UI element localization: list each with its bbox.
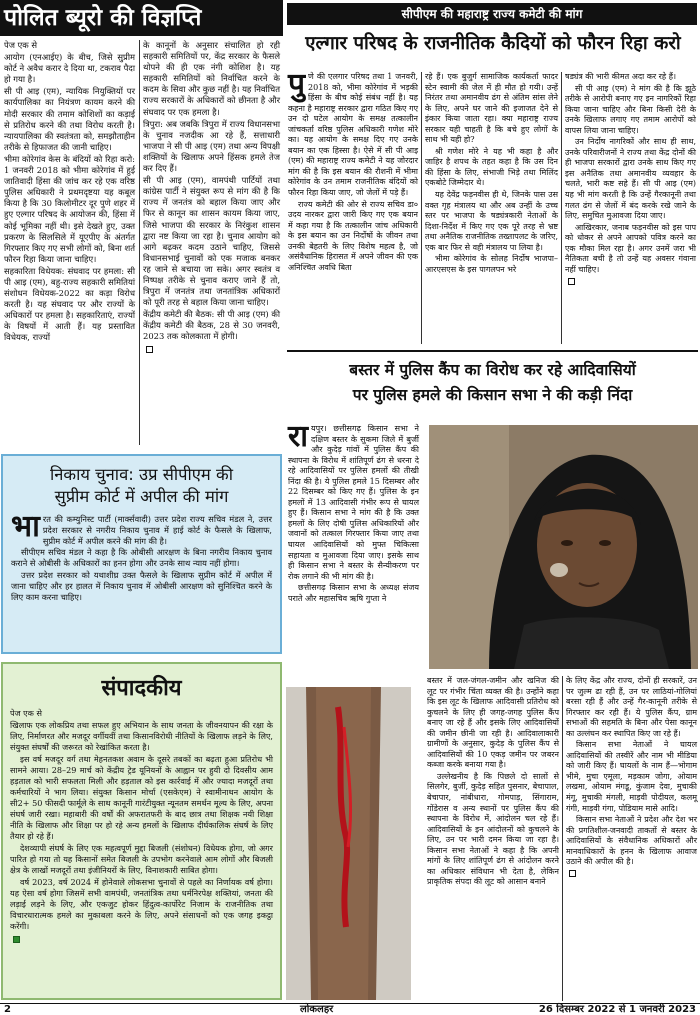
paragraph: बस्तर में जल-जंगल-जमीन और खनिज की लूट पर गंभीर चिंता व्यक्त की है। उन्होंने कहा कि इस लूट के खिलाफ आदिवासी प्रतिरोध को कुचलने के लिए ही जगह-जगह पुलिस कैंप बनाए जा रहे हैं और इसके लिए आदिवासियों की जमीन छीनी जा रही है। आदिवालाकारी ग्रामीणों के अनुसार, कुदेड़ के पुलिस कैंप से आदिवासियों की 10 एकड़ जमीन पर जबरन कब्जा करके बनाया गया है। xyxy=(427,676,559,770)
column-divider xyxy=(561,72,562,344)
politburo-col-1 xyxy=(4,40,135,345)
editorial-box xyxy=(1,662,282,1000)
paragraph: यह देवेंद्र फड़नवीस ही थे, जिनके पास उस वक्त गृह मंत्रालय था और अब उन्हीं के उच्च स्तर पर भाजपा के षड्यंत्रकारी नेताओं के दिशा-निर्देश में किए गए एक पूरे तरह से भ्रष्ट तथा अनैतिक राजनीतिक तख्तापलट के जरिए, एक बार फिर से वही मंत्रालय पा लिया है। xyxy=(425,190,558,252)
paragraph: सी पी आइ (एम) ने मांग की है कि झूठे तरीके से आरोपी बनाए गए इन नागरिकों रिहा किया जाना चाहिए और बिना किसी देरी के उनके खिलाफ लगाए गए तमाम आरोपों को वापस लिया जाना चाहिए। xyxy=(565,83,696,135)
nikay-title: निकाय चुनाव: उप्र सीपीएम की सुप्रीम कोर्ट में अपील की मांग xyxy=(49,465,233,506)
column-divider xyxy=(562,676,563,1001)
paragraph: सीपीएम सचिव मंडल ने कहा है कि ओबीसी आरक्षण के बिना नगरीय निकाय चुनाव कराने से ओबीसी के अधिकारों का हनन होगा और उनके साथ न्याय नहीं होगा। xyxy=(11,547,272,569)
injured-woman-illustration xyxy=(429,425,698,669)
paragraph: के कानूनों के अनुसार संचालित हो रही सहकारी समितियों पर, केंद्र सरकार के फैसले थोपने की ही एक नंगी कोशिश है। यह सहकारी समितियों को निर्वाचित करने के कदम के सिवा और कुछ नहीं है। यह निर्वाचित राज्य सरकारों के अधिकारों को छीनता है और संघवाद पर एक हमला है। xyxy=(143,40,280,117)
bastar-col-c xyxy=(566,676,697,879)
bastar-title: बस्तर में पुलिस कैंप का विरोध कर रहे आदिवासियों पर पुलिस हमले की किसान सभा ने की कड़ी निंदा xyxy=(349,361,636,404)
end-mark-icon xyxy=(569,870,576,877)
column-divider xyxy=(139,40,140,445)
paragraph: त्रिपुरा: अब जबकि त्रिपुरा में राज्य विधानसभा के चुनाव नजदीक आ रहे हैं, सत्ताधारी भाजपा ने सी पी आइ (एम) तथा अन्य विपक्षी शक्तियों के खिलाफ अपने हिंसक हमले तेज कर दिए हैं। xyxy=(143,118,280,174)
paper-name: लोकलहर xyxy=(300,1004,334,1015)
nikay-dropcap: भा xyxy=(11,509,40,544)
end-mark-icon xyxy=(568,278,575,285)
bastar-dropcap: रा xyxy=(288,419,309,454)
paragraph: इस वर्ष मजदूर वर्ग तथा मेहनतकश अवाम के दूसरे तबकों का बढ़ता हुआ प्रतिरोध भी सामने आया। 28–29 मार्च को केंद्रीय ट्रेड यूनियनों के आह्वान पर हुयी दो दिवसीय आम हड़ताल को भारी सफलता मिली और हड़ताल को इस कार्रवाई में और ज्यादा मजदूरों तथा कर्मचारियों ने भाग लिया। संयुक्त किसान मोर्चा (एसकेएम) ने स्वामीनाथन आयोग के सी2+ 50 फीसदी फार्मूले के साथ कानूनी गारंटीयुक्त न्यूनतम समर्थन मूल्य के लिए, अपना संघर्ष जारी रखा। महाबारी की वर्षों की अफरातफरी के बाद छात्र तथा शिक्षक नयी शिक्षा नीति के खिलाफ और शिक्षा पर हो रहे अन्य हमलों के खिलाफ दीर्घकालिक संघर्ष के लिए तैयार हो रहे हैं। xyxy=(10,754,273,841)
paragraph: भीमा कोरेगांव के सोलह निर्दोष भाजपा–आरएसएस के इस पागलपन भरे xyxy=(425,254,558,274)
politburo-title: पोलित ब्यूरो की विज्ञप्ति xyxy=(4,4,202,31)
paragraph: पेज एक से xyxy=(10,708,42,718)
paragraph: षड्यंत्र की भारी कीमत अदा कर रहे हैं। xyxy=(565,72,676,81)
paragraph: खिलाफ एक लोकप्रिय तथा सफल हुए अभियान के साथ जनता के जीवनयापन की रक्षा के लिए, निर्माणरत और मजदूर वर्गीयवीं तथा किसानविरोधी नीतियों के खिलाफ लड़ने के लिए, संयुक्त संघर्षों की जरूरत को रेखांकित करता है। xyxy=(10,720,273,752)
paragraph: रहे हैं। एक बुजुर्ग सामाजिक कार्यकर्ता फादर स्टेन स्वामी की जेल में ही मौत हो गयी। उन्हें निरंतर तथा अमानवीय ढंग से अंतिम सांस लेने के लिए, अपने घर जाने की इजाजत देने से इंकार किया जाता रहा। क्या महाराष्ट्र राज्य सरकार यही चाहती है कि बचे हुए लोगों के साथ भी यही हो? xyxy=(425,72,558,145)
paragraph: उन निर्दोष नागरिकों और साथ ही साथ, उनके परिवारीजनों ने राज्य तथा केंद्र दोनों की ही भाजपा सरकारों द्वारा उनके साथ किए गए इस अनैतिक तथा अमानवीय व्यवहार के चलते, भारी कष्ट सहे हैं। सी पी आइ (एम) यह भी मांग करती है कि उन्हें गैरकानूनी तथा गलत ढंग से जेलों में बंद करके रखे जाने के लिए, समुचित मुआवजा दिया जाए। xyxy=(565,137,696,221)
paragraph: राज्य कमेटी की ओर से राज्य सचिव डा० उदय नारकर द्वारा जारी किए गए एक बयान में कहा गया है कि तत्कालीन जांच अधिकारी के इस बयान का उन निर्दोषों के जीवन तथा उनकी बेहतरी के लिए विशेष महत्व है, जो असंवैधानिक हिरासत में अपने जीवन की एक अनिश्चित अवधि बिता xyxy=(288,199,418,272)
paragraph: भीमा कोरेगांव केस के बंदियों को रिहा करो: 1 जनवरी 2018 को भीमा कोरेगांव में हुई जातिवादी हिंसा की जांच कर रहे एक वरिष्ठ पुलिस अधिकारी ने प्रथमदृष्टया यह कबूल किया है कि 30 किलोमीटर दूर पुणे शहर में हुए एल्गार परिषद के आयोजन की, हिंसा में कोई भूमिका नहीं थी। इसे देखते हुए, उक्त प्रकरण के सिलसिले में यूएपीए के अंतर्गत गिरफ्तार किए गए सभी लोगों को, बिना शर्त फौरन रिहा किया जाना चाहिए। xyxy=(4,153,135,264)
bastar-col-b xyxy=(427,676,559,889)
elgar-kicker: सीपीएम की महाराष्ट्र राज्य कमेटी की मांग xyxy=(401,7,583,21)
paragraph: के लिए केंद्र और राज्य, दोनों ही सरकारें, उन पर जुल्म ढा रही हैं, उन पर लाठियां-गोलियां बरसा रही हैं और उन्हें गैर-कानूनी तरीके से गिरफ्तार कर रही हैं। ये पुलिस कैंप, ग्राम सभाओं की सहमति के बिना और पेसा कानून का उल्लंघन कर स्थापित किए जा रहे हैं। xyxy=(566,676,697,738)
section-divider xyxy=(287,350,698,352)
paragraph: वर्ष 2023, वर्ष 2024 में होनेवाले लोकसभा चुनावों से पहले का निर्णायक वर्ष होगा। यह ऐसा वर्ष होगा जिसमें सभी वामपंथी, जनतांत्रिक तथा धर्मनिरपेक्ष शक्तियां, जनता की लड़ाई लड़ने के लिए, और एकजुट होकर हिंदुत्व-कार्पोरेट निजाम के राजनीतिक तथा विचारधारात्मक हमले का मुकाबला करने के लिए, अपने संसाधनों को एक जगह इकट्ठा करेंगी। xyxy=(10,877,273,931)
end-mark-icon xyxy=(13,936,20,943)
paragraph: उत्तर प्रदेश सरकार को यथाशीघ्र उक्त फैसले के खिलाफ सुप्रीम कोर्ट में अपील में जाना चाहिए और हर हालत में निकाय चुनाव में ओबीसी आरक्षण को सुनिश्चित करने के लिए काम करना चाहिए। xyxy=(11,570,272,602)
elgar-title: एल्गार परिषद के राजनीतिक कैदियों को फौरन रिहा करो xyxy=(305,33,681,54)
injured-leg-illustration xyxy=(286,687,411,1000)
paragraph: देशव्यापी संघर्ष के लिए एक महत्वपूर्ण मुद्दा बिजली (संशोधन) विधेयक होगा, जो अगर पारित हो गया तो यह किसानों समेत बिजली के उपभोग करनेवाले आम लोगों और बिजली क्षेत्र के लाखों मजदूरों तथा इंजीनियरों के लिए, विनाशकारी साबित होगा। xyxy=(10,843,273,875)
nikay-body: भारत की कम्युनिस्ट पार्टी (मार्क्सवादी) उत्तर प्रदेश राज्य सचिव मंडल ने, उत्तर प्रदेश सरकार से नगरीय निकाय चुनाव में हाई कोर्ट के फैसले के खिलाफ, सुप्रीम कोर्ट में अपील करने की मांग की है। सीपीएम सचिव मंडल ने कहा है कि ओबीसी आरक्षण के बिना नगरीय निकाय चुनाव कराने से ओबीसी के अधिकारों का हनन होगा और उनके साथ न्याय नहीं होगा। उत्तर प्रदेश सरकार को यथाशीघ्र उक्त फैसले के खिलाफ सुप्रीम कोर्ट में अपील में जाना चाहिए और हर हालत में निकाय चुनाव में ओबीसी आरक्षण को सुनिश्चित करने के लिए काम करना चाहिए। xyxy=(11,509,272,602)
paragraph: सी पी आइ (एम), न्यायिक नियुक्तियों पर कार्यपालिका का नियंत्रण कायम करने की मोदी सरकार की तमाम कोशिशों का कड़ाई से प्रतिरोध करने की तथा विरोध करती है। न्यायपालिका की स्वतंत्रता को, समझौताहीन तरीके से हिफाजत की जानी चाहिए। xyxy=(4,86,135,152)
paragraph: उल्लेखनीय है कि पिछले दो सालों से सिलगेर, बुर्जी, कुदेड़ सहित पुसनार, बेचापाल, बेचापार, नांबीधारा, गोमपाड़, सिंगाराम, गोंडेरास व अन्य स्थानों पर पुलिस कैंप की स्थापना के विरोध में, आंदोलन चल रहे हैं। आदिवासियों के इन आंदोलनों को कुचलने के लिए, उन पर भारी दमन किया जा रहा है। किसान सभा नेताओं ने कहा है कि अपनी मांगों के लिए शांतिपूर्ण ढंग से आंदोलन करने का अधिकार संविधान भी देता है, लेकिन प्राकृतिक संपदा की लूट को आसान बनाने xyxy=(427,771,559,887)
elgar-col-3 xyxy=(565,72,696,287)
paragraph: किसान सभा नेताओं ने प्रदेश और देश भर की प्रगतिशील-जनवादी ताकतों से बस्तर के आदिवासियों के संवैधानिक अधिकारों और मानवाधिकारों के हनन के खिलाफ आवाज उठाने की अपील की है। xyxy=(566,815,697,867)
paragraph: आखिरकार, जनाब फड़नवीस को इस पाप को धोकर से अपने आपको पवित्र करने का एक मौका मिल रहा है। अगर उनमें जरा भी नैतिकता बची है तो उन्हें यह अवसर गंवाना नहीं चाहिए। xyxy=(565,222,696,274)
paragraph: किसान सभा नेताओं ने घायल आदिवासियों की तस्वीरें और नाम भी मीडिया को जारी किए हैं। घायलों के नाम हैं—भोगाम भीमे, मुचा एमूला, मड़काम जोगा, ओयाम लखमा, ओयाम मंगडू, कुंजाम देवा, मुचाकी मंगू, मुचाकी मंगली, माड़वी पोदीयल, कलमू गंगी, माड़वी गंगा, पोडियाम मासे आदि। xyxy=(566,740,697,813)
politburo-col-2 xyxy=(143,40,280,355)
paragraph: छत्तीसगढ़ किसान सभा के अध्यक्ष संजय पराते और महासचिव ऋषि गुप्ता ने xyxy=(288,583,419,603)
elgar-col-2 xyxy=(425,72,558,276)
paragraph: आयोग (एनआईए) के बीच, जिसे सुप्रीम कोर्ट ने अवैध करार दे दिया था, टकराव पैदा हो गया है। xyxy=(4,52,135,85)
paragraph: पेज एक से xyxy=(4,40,38,50)
paragraph: श्री गणेश मोरे ने यह भी कहा है और जाहिर है शपथ के तहत कहा है कि उस दिन की हिंसा के लिए, संभाजी भिड़े तथा मिलिंद एकबोटे जिम्मेदार थे। xyxy=(425,146,558,188)
editorial-title: संपादकीय xyxy=(101,676,182,701)
editorial-body xyxy=(3,704,280,944)
politburo-title-bar xyxy=(0,0,283,36)
nikay-box xyxy=(1,454,282,654)
end-mark-icon xyxy=(146,346,153,353)
bastar-col-a: रायपुर। छत्तीसगढ़ किसान सभा ने दक्षिण बस्तर के सुकमा जिले में बुर्जी और कुदेड़ गांवों में पुलिस कैंप की स्थापना के विरोध में शांतिपूर्ण ढंग से धरना दे रहे आदिवासियों पर पुलिस हमलों की तीखी निंदा की है। ये पुलिस हमले 15 दिसम्बर और 22 दिसम्बर को किए गए हैं। पुलिस के इन हमलों में 13 आदिवासी गंभीर रूप से घायल हुए हैं। किसान सभा ने मांग की है कि उक्त हमलों के लिए दोषी पुलिस अधिकारियों और जवानों को तत्काल गिरफ्तार किया जाए तथा घायल आदिवासियों को मुफ्त चिकित्सा सहायता व मुआवजा दिया जाए। इसके साथ ही किसान सभा ने बस्तर के सैन्यीकरण पर रोक लगाने की भी मांग की है। छत्तीसगढ़ किसान सभा के अध्यक्ष संजय पराते और महासचिव ऋषि गुप्ता ने xyxy=(288,419,419,603)
page-number: 2 xyxy=(4,1004,11,1015)
column-divider xyxy=(421,72,422,344)
paragraph: सी पी आइ (एम), वामपंथी पार्टियों तथा कांग्रेस पार्टी ने संयुक्त रूप से मांग की है कि राज्य में जनतंत्र को बहाल किया जाए और फिर से कानून का शासन कायम किया जाए, जिसे भाजपा की सरकार के निरंकुश शासन द्वारा नष्ट किया जा रहा है। चुनाव आयोग को आगे बढ़कर कदम उठाने चाहिए, जिससे विधानसभाई चुनावों को एक मजाक बनकर रह जाने से बचाया जा सके। अगर स्वतंत्र व निष्पक्ष तरीके से चुनाव कराए जाने हैं तो, त्रिपुरा में जनतंत्र तथा जनतांत्रिक अधिकारों को पूरी तरह से बहाल किया जाना चाहिए। xyxy=(143,175,280,308)
issue-date: 26 दिसम्बर 2022 से 1 जनवरी 2023 xyxy=(538,1004,696,1015)
injured-leg-photo xyxy=(286,687,411,1000)
elgar-kicker-bar xyxy=(287,3,697,25)
injured-woman-photo xyxy=(429,425,698,669)
elgar-col-1: पुणे की एलगार परिषद तथा 1 जनवरी, 2018 को, भीमा कोरेगांव में भड़की हिंसा के बीच कोई संबंध नहीं है। यह कहना है महाराष्ट्र सरकार द्वारा गठित किए गए उन दो घटेल आयोग के समक्ष तत्कालीन जांचकर्ता वरिष्ठ पुलिस अधिकारी गणेश मोरे का। यह आयोग के समक्ष दिए गए उनके बयान का एक हिस्सा है। ऐसे में सी पी आइ (एम) की महाराष्ट्र राज्य कमेटी ने यह जोरदार मांग की है कि इस बयान की रौशनी में भीमा कोरेगांव के उन तमाम राजनीतिक बंदियों को फौरन रिहा किया जाए, जो जेलों में पड़े हैं। राज्य कमेटी की ओर से राज्य सचिव डा० उदय नारकर द्वारा जारी किए गए एक बयान में कहा गया है कि तत्कालीन जांच अधिकारी के इस बयान का उन निर्दोषों के जीवन तथा उनकी बेहतरी के लिए विशेष महत्व है, जो असंवैधानिक हिरासत में अपने जीवन की एक अनिश्चित अवधि बिता xyxy=(288,67,418,272)
elgar-dropcap: पु xyxy=(288,67,306,102)
paragraph: सहकारिता विधेयक: संघवाद पर हमला: सी पी आइ (एम), बहु-राज्य सहकारी समितियां संशोधन विधेयक-2022 का कड़ा विरोध करती है। यह संघवाद पर और राज्यों के अधिकारों पर हमला है। सहकारिताएं, राज्यों के विषयों में आती हैं। यह प्रस्तावित विधेयक, राज्यों xyxy=(4,265,135,343)
paragraph: केंद्रीय कमेटी की बैठक: सी पी आइ (एम) की केंद्रीय कमेटी की बैठक, 28 से 30 जनवरी, 2023 तक कोलकाता में होगी। xyxy=(143,309,280,342)
